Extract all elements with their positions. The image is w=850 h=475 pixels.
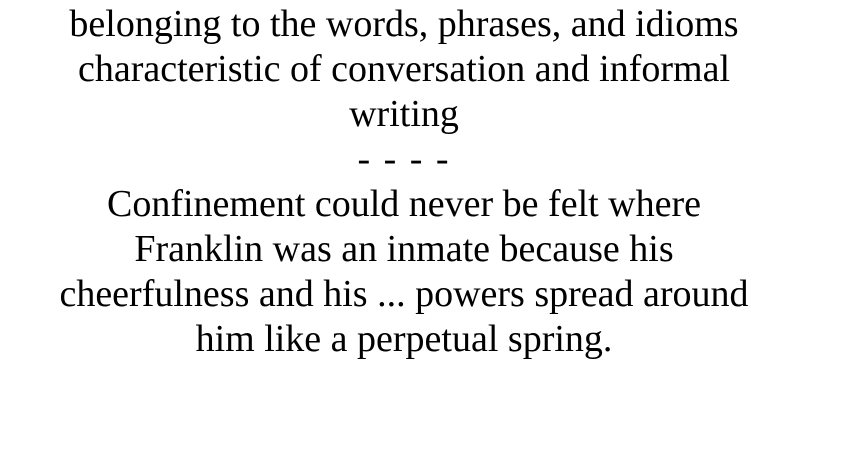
example-line: him like a perpetual spring. [195, 318, 613, 360]
example-line: Franklin was an inmate because his [134, 228, 674, 270]
example-sentence [0, 182, 808, 362]
definition-text [0, 2, 808, 137]
flashcard-content [0, 2, 808, 362]
definition-line: characteristic of conversation and informal [77, 48, 731, 90]
example-line: Confinement could never be felt where [106, 183, 702, 225]
definition-line: writing [349, 93, 459, 135]
example-line: cheerfulness and his ... powers spread around [59, 273, 749, 315]
definition-line: belonging to the words, phrases, and idioms [69, 3, 739, 45]
separator: - - - - [357, 138, 451, 180]
